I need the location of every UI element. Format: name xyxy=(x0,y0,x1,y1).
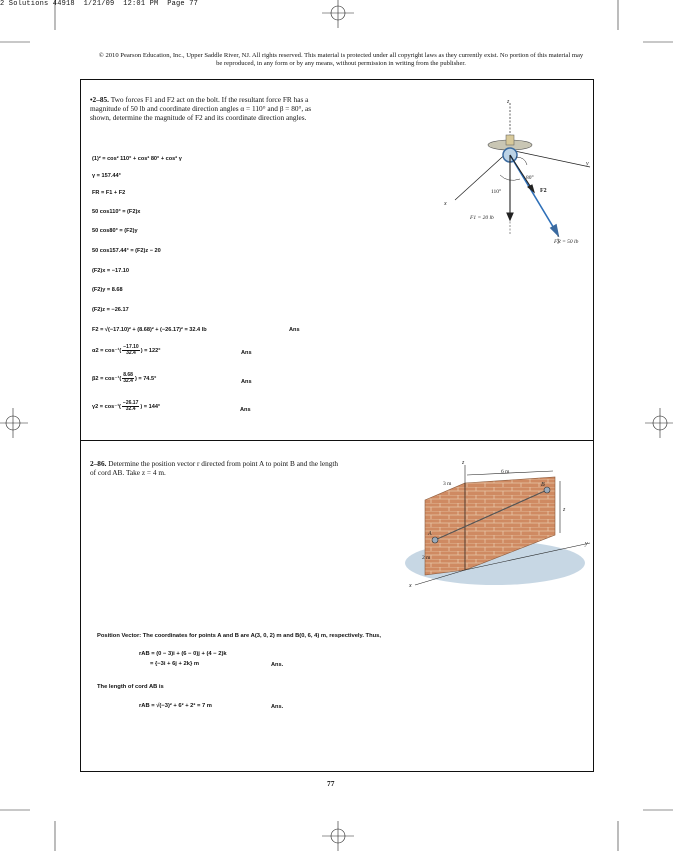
step-4: 50 cos110° = (F2)x xyxy=(92,209,141,215)
rab-eq-2: = {−3i + 6j + 2k} m xyxy=(150,661,199,667)
dim-z: z xyxy=(563,507,566,513)
label-a: A xyxy=(428,531,432,537)
problem-divider xyxy=(80,440,594,441)
position-vector-intro: Position Vector: The coordinates for points A and B are A(3, 0, 2) m and B(0, 6, 4) m, respectively. Thus, xyxy=(97,633,382,639)
gamma-eq: γ2 = cos⁻¹( $\frac{-26.17}{32.4}$ ) = 144° xyxy=(92,400,161,412)
ans-label: Ans xyxy=(241,379,252,385)
figure-bolt-forces xyxy=(430,95,595,270)
dim-2m: 2 m xyxy=(422,555,431,561)
dim-6m: 6 m xyxy=(501,469,510,475)
problem-number: •2–85. xyxy=(90,95,109,104)
beta-eq: β2 = cos⁻¹( $\frac{8.68}{32.4}$ ) = 74.5° xyxy=(92,372,157,384)
alpha-eq: α2 = cos⁻¹( $\frac{-17.10}{32.4}$ ) = 122° xyxy=(92,344,161,356)
angle-110-label: 110° xyxy=(491,189,502,195)
label-b: B xyxy=(541,482,545,488)
step-2: γ = 157.44° xyxy=(92,173,121,179)
bolt-head xyxy=(506,135,514,145)
problem-statement-2-86 xyxy=(90,459,340,477)
f1-label: F1 = 20 lb xyxy=(470,215,494,221)
f2-label: F2 xyxy=(540,188,547,194)
fr-label: FR = 50 lb xyxy=(554,239,579,245)
step-6: 50 cos157.44° = (F2)z − 20 xyxy=(92,248,161,254)
step-3: FR = F1 + F2 xyxy=(92,190,126,196)
ans-label: Ans xyxy=(240,407,251,413)
problem-statement-2-85 xyxy=(90,95,330,122)
length-eq: rAB = √(−3)² + 6² + 2² = 7 m xyxy=(139,703,212,709)
figure-wall-cord xyxy=(395,455,595,590)
dim-3m: 3 m xyxy=(443,481,452,487)
ans-label: Ans. xyxy=(271,662,284,668)
step-9: (F2)z = −26.17 xyxy=(92,307,129,313)
point-b xyxy=(544,487,550,493)
ans-label: Ans xyxy=(289,327,300,333)
ans-label: Ans. xyxy=(271,704,284,710)
axis-y-label: y xyxy=(586,161,589,167)
print-header: 2 Solutions 44918 1/21/09 12:01 PM Page 77 xyxy=(0,0,199,8)
axis-z-label: z xyxy=(507,99,510,105)
page-number: 77 xyxy=(327,779,335,788)
angle-80-label: 80° xyxy=(526,175,534,181)
step-7: (F2)x = −17.10 xyxy=(92,268,130,274)
problem-number: 2–86. xyxy=(90,459,107,468)
length-intro: The length of cord AB is xyxy=(97,684,164,690)
axis-y-label: y xyxy=(585,541,588,547)
point-a xyxy=(432,537,438,543)
problem-text: Two forces F1 and F2 act on the bolt. If the resultant force FR has a magnitude of 50 lb and coordinate direction angles α = 110° and β = 80°, as shown, determine the magnitude of F2 and its coordinate direction angles. xyxy=(90,95,312,122)
copyright-notice: © 2010 Pearson Education, Inc., Upper Saddle River, NJ. All rights reserved. This material is protected under all copyright laws as they currently exist. No portion of this material may be reproduced, in any form or by any means, without permission in writing from the publisher. xyxy=(98,52,584,67)
problem-text: Determine the position vector r directed from point A to point B and the length of cord AB. Take z = 4 m. xyxy=(90,459,339,477)
axis-x-label: x xyxy=(444,201,447,207)
axis-x-label: x xyxy=(409,583,412,589)
magnitude-eq: F2 = √(−17.10)² + (8.68)² + (−26.17)² = 32.4 lb xyxy=(92,327,207,333)
step-1: (1)² = cos² 110° + cos² 80° + cos² γ xyxy=(92,156,182,162)
axis-z-label: z xyxy=(462,460,465,466)
rab-eq-1: rAB = (0 − 3)i + (6 − 0)j + (4 − 2)k xyxy=(139,651,227,657)
step-5: 50 cos80° = (F2)y xyxy=(92,228,138,234)
ans-label: Ans xyxy=(241,350,252,356)
step-8: (F2)y = 8.68 xyxy=(92,287,123,293)
